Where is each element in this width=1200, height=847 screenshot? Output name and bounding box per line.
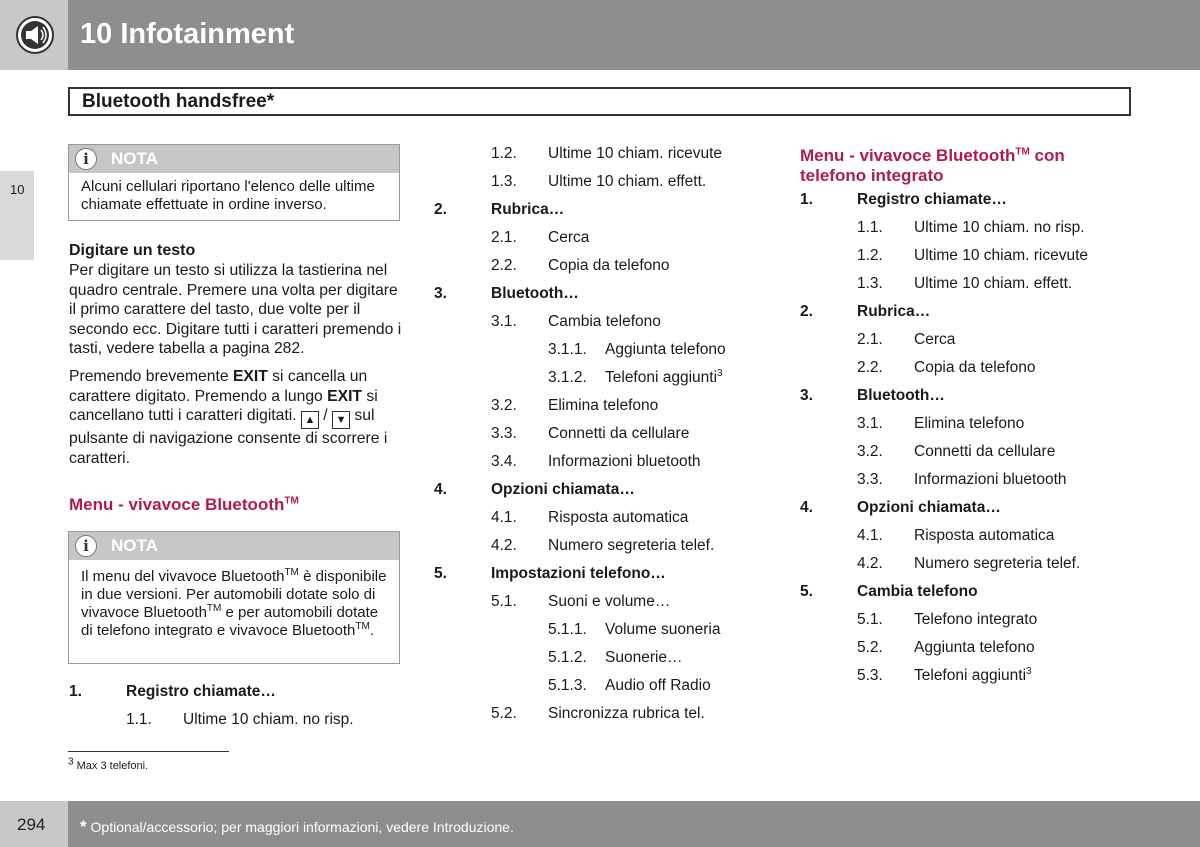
arrow-up-icon: ▲ xyxy=(301,411,319,429)
menu-item-number: 4.1. xyxy=(491,509,517,526)
section-title: Bluetooth handsfree* xyxy=(82,91,275,112)
menu-item-number: 1.2. xyxy=(857,247,883,264)
menu-item-label: Ultime 10 chiam. no risp. xyxy=(914,219,1085,236)
menu-item-label: Cambia telefono xyxy=(548,313,661,330)
menu-item-label: Suoni e volume… xyxy=(548,593,671,610)
menu-item-label: Elimina telefono xyxy=(548,397,659,414)
text-span: . xyxy=(369,622,374,639)
text-span: telefono integrato xyxy=(800,166,944,185)
menu-item-number: 3. xyxy=(800,387,813,404)
note-label: NOTA xyxy=(111,536,158,555)
menu-item-number: 2.1. xyxy=(857,331,883,348)
menu-item-number: 3.3. xyxy=(857,471,883,488)
menu-item-label: Bluetooth… xyxy=(491,285,579,302)
typing-paragraph-1: Per digitare un testo si utilizza la tastierina nel quadro centrale. Premere una volta per digitare il primo carattere del tasto, due volte per il secondo ecc. Digitare tutti i caratteri premendo i tasti, vedere tabella a pagina 282. xyxy=(69,262,402,357)
menu-item-label: Risposta automatica xyxy=(548,509,689,526)
menu-item-label: Connetti da cellulare xyxy=(548,425,690,442)
menu-item-number: 4.1. xyxy=(857,527,883,544)
menu-item-number: 1.2. xyxy=(491,145,517,162)
speaker-icon xyxy=(15,15,55,55)
menu-heading-bluetooth xyxy=(69,495,299,515)
menu-item-label: Cerca xyxy=(914,331,956,348)
note-header xyxy=(69,532,399,560)
exit-keyword: EXIT xyxy=(327,387,363,405)
menu-item-number: 4.2. xyxy=(491,537,517,554)
menu-item-number: 1. xyxy=(69,683,82,700)
menu-item-number: 2. xyxy=(434,201,447,218)
menu-item-number: 3.1. xyxy=(491,313,517,330)
menu-item-label: Registro chiamate… xyxy=(126,683,276,700)
menu-item-number: 4. xyxy=(434,481,447,498)
menu-item-label: Informazioni bluetooth xyxy=(548,453,701,470)
menu-item-number: 5.2. xyxy=(857,639,883,656)
menu-item-label: Volume suoneria xyxy=(605,621,721,638)
menu-item-number: 5.1. xyxy=(857,611,883,628)
menu-item-number: 5.1.2. xyxy=(548,649,587,666)
menu-item-label: Copia da telefono xyxy=(914,359,1036,376)
footnote-rule xyxy=(68,751,229,752)
menu-item-label: Risposta automatica xyxy=(914,527,1055,544)
footnote-text: Max 3 telefoni. xyxy=(76,760,149,772)
text-span: Menu - vivavoce Bluetooth xyxy=(800,146,1016,165)
text-span: sul pulsante di navigazione consente di scorrere i caratteri. xyxy=(69,407,388,467)
text-span: / xyxy=(318,407,333,424)
footnote-number: 3 xyxy=(68,756,74,768)
page-number: 294 xyxy=(17,815,46,834)
menu-item-label: Suonerie… xyxy=(605,649,683,666)
text-span: Optional/accessorio; per maggiori informazioni, vedere Introduzione. xyxy=(86,819,514,835)
menu-item-number: 5.1.3. xyxy=(548,677,587,694)
trademark-sup: TM xyxy=(206,603,222,614)
note-box-1 xyxy=(68,144,400,221)
note-box-2 xyxy=(68,531,400,664)
menu-item-number: 4.2. xyxy=(857,555,883,572)
menu-item-number: 2.2. xyxy=(491,257,517,274)
menu-item-number: 5.3. xyxy=(857,667,883,684)
menu-item-number: 1.1. xyxy=(126,711,152,728)
typing-heading: Digitare un testo xyxy=(69,242,196,259)
footnote-ref: 3 xyxy=(1026,665,1032,677)
menu-item-label: Ultime 10 chiam. ricevute xyxy=(548,145,723,162)
menu-item-label: Elimina telefono xyxy=(914,415,1025,432)
menu-item-label: Opzioni chiamata… xyxy=(491,481,635,498)
menu-item-number: 3. xyxy=(434,285,447,302)
side-tab-label: 10 xyxy=(10,182,25,197)
note-header xyxy=(69,145,399,173)
menu-item-number: 1. xyxy=(800,191,813,208)
info-icon: i xyxy=(75,148,97,170)
menu-item-label: Numero segreteria telef. xyxy=(914,555,1081,572)
menu-item-label: Ultime 10 chiam. ricevute xyxy=(914,247,1089,264)
footer-text xyxy=(80,817,514,837)
menu-item-number: 5. xyxy=(434,565,447,582)
menu-item-label: Sincronizza rubrica tel. xyxy=(548,705,705,722)
menu-item-number: 5. xyxy=(800,583,813,600)
trademark-sup: TM xyxy=(284,495,299,507)
menu-item-label: Ultime 10 chiam. no risp. xyxy=(183,711,354,728)
menu-item-label: Ultime 10 chiam. effett. xyxy=(914,275,1073,292)
text-span: è disponibile in due versioni. Per automobili dotate solo di vivavoce Bluetooth xyxy=(81,568,387,621)
menu-item-number: 3.1.1. xyxy=(548,341,587,358)
menu-item-label: Copia da telefono xyxy=(548,257,670,274)
footnote xyxy=(68,756,149,772)
menu-item-number: 2.1. xyxy=(491,229,517,246)
text-span: Premendo brevemente xyxy=(69,368,233,385)
menu-item-label: Bluetooth… xyxy=(857,387,945,404)
arrow-down-icon: ▼ xyxy=(332,411,350,429)
chapter-icon-box xyxy=(0,0,68,70)
typing-paragraph-2 xyxy=(69,367,403,468)
footnote-ref: 3 xyxy=(717,367,723,379)
menu-item-number: 3.1. xyxy=(857,415,883,432)
chapter-side-tab xyxy=(0,171,34,260)
section-title-box xyxy=(68,87,1131,116)
menu-item-label: Rubrica… xyxy=(491,201,565,218)
note-text: Alcuni cellulari riportano l'elenco delle ultime chiamate effettuate in ordine inverso. xyxy=(81,178,375,213)
text-span: con xyxy=(1029,146,1065,165)
menu-item-label: Aggiunta telefono xyxy=(605,341,726,358)
text-span: e per automobili dotate di telefono integrato e vivavoce Bluetooth xyxy=(81,604,379,639)
menu-item-number: 3.4. xyxy=(491,453,517,470)
trademark-sup: TM xyxy=(284,567,299,578)
menu-item-number: 3.2. xyxy=(491,397,517,414)
text-span: Menu - vivavoce Bluetooth xyxy=(69,495,285,514)
menu-item-label: Cerca xyxy=(548,229,590,246)
info-icon: i xyxy=(75,535,97,557)
text-span: si cancella un carattere digitato. Premendo a lungo xyxy=(69,368,368,405)
menu-item-label: Connetti da cellulare xyxy=(914,443,1056,460)
menu-item-number: 1.3. xyxy=(491,173,517,190)
menu-item-number: 3.2. xyxy=(857,443,883,460)
menu-item-number: 3.1.2. xyxy=(548,369,587,386)
menu-item-label: Numero segreteria telef. xyxy=(548,537,715,554)
text-span: Il menu del vivavoce Bluetooth xyxy=(81,568,285,585)
trademark-sup: TM xyxy=(1015,146,1030,158)
menu-item-label: Opzioni chiamata… xyxy=(857,499,1001,516)
menu-item-number: 5.1.1. xyxy=(548,621,587,638)
menu-item-number: 1.1. xyxy=(857,219,883,236)
footer-star: * xyxy=(80,817,87,836)
menu-item-number: 3.3. xyxy=(491,425,517,442)
menu-item-label: Informazioni bluetooth xyxy=(914,471,1067,488)
menu-item-label: Audio off Radio xyxy=(605,677,711,694)
exit-keyword: EXIT xyxy=(232,368,268,385)
menu-item-label: Registro chiamate… xyxy=(857,191,1007,208)
menu-item-number: 4. xyxy=(800,499,813,516)
menu-item-number: 1.3. xyxy=(857,275,883,292)
menu-item-number: 5.2. xyxy=(491,705,517,722)
chapter-title: 10 Infotainment xyxy=(80,18,295,50)
text-span: si cancellano tutti i caratteri digitati. xyxy=(69,387,378,424)
menu-item-label: Impostazioni telefono… xyxy=(491,565,666,582)
menu-item-number: 5.1. xyxy=(491,593,517,610)
trademark-sup: TM xyxy=(355,621,370,632)
menu-item-label: Telefoni aggiunti$^3$ xyxy=(605,367,723,386)
menu-item-label: Aggiunta telefono xyxy=(914,639,1035,656)
menu-item-label: Cambia telefono xyxy=(857,583,978,600)
menu-item-number: 2.2. xyxy=(857,359,883,376)
menu-item-label: Telefono integrato xyxy=(914,611,1038,628)
menu-item-number: 2. xyxy=(800,303,813,320)
menu-heading-integrated-phone xyxy=(800,146,1140,186)
menu-item-label: Telefoni aggiunti$^3$ xyxy=(914,665,1032,684)
note-label: NOTA xyxy=(111,149,158,168)
menu-item-label: Ultime 10 chiam. effett. xyxy=(548,173,707,190)
menu-item-label: Rubrica… xyxy=(857,303,931,320)
note-text xyxy=(69,560,399,646)
